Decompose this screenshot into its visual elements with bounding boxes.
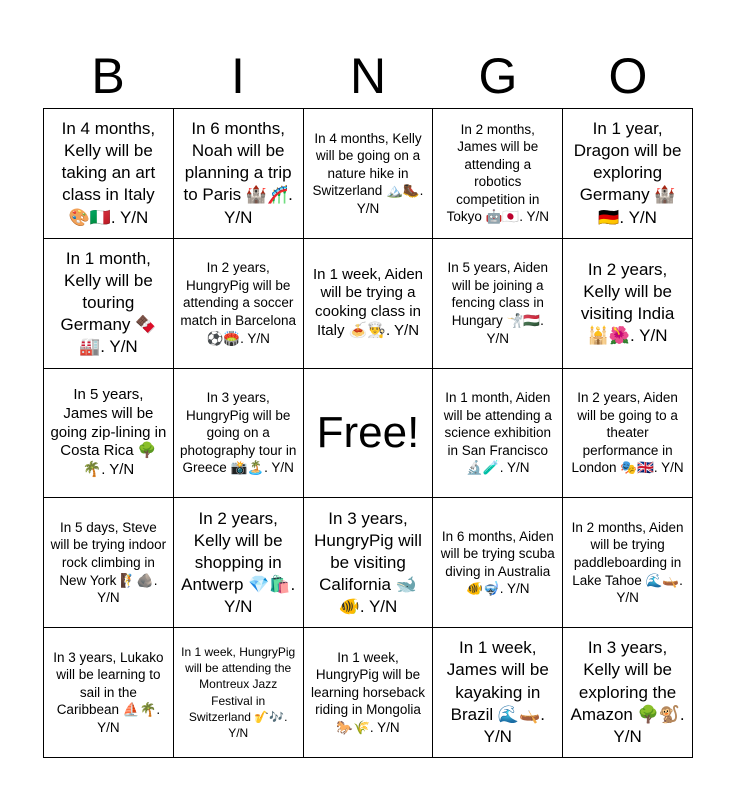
bingo-cell[interactable]: [174, 239, 304, 369]
bingo-cell-text: In 4 months, Kelly will be taking an art class in Italy 🎨🇮🇹. Y/N: [61, 119, 156, 227]
bingo-cell-text: In 2 months, Aiden will be trying paddleboarding in Lake Tahoe 🌊🛶. Y/N: [571, 519, 684, 606]
bingo-cell-text: In 1 month, Kelly will be touring Germany 🍫🏭. Y/N: [60, 248, 157, 357]
bingo-cell-text: In 2 years, Kelly will be shopping in Antwerp 💎🛍️. Y/N: [181, 508, 296, 616]
header-letter-o: O: [608, 48, 648, 104]
bingo-cell-text: In 6 months, Noah will be planning a trip to Paris 🏰🎢. Y/N: [183, 119, 293, 227]
free-space-label: Free!: [316, 407, 420, 457]
bingo-cell[interactable]: [174, 109, 304, 239]
free-space-cell[interactable]: [304, 369, 434, 499]
bingo-cell[interactable]: [174, 628, 304, 758]
bingo-cell-text: In 1 week, Aiden will be trying a cooking class in Italy 🍝👨‍🍳. Y/N: [312, 265, 424, 339]
bingo-cell[interactable]: [563, 369, 693, 499]
bingo-cell-text: In 5 days, Steve will be trying indoor rock climbing in New York 🧗🪨. Y/N: [50, 519, 167, 606]
bingo-cell[interactable]: [304, 498, 434, 628]
bingo-cell[interactable]: [304, 628, 434, 758]
bingo-cell-text: In 3 years, Lukako will be learning to sail in the Caribbean ⛵🌴. Y/N: [53, 649, 164, 735]
bingo-cell-text: In 6 months, Aiden will be trying scuba diving in Australia 🐠🤿. Y/N: [440, 528, 555, 597]
bingo-cell[interactable]: [433, 239, 563, 369]
bingo-cell[interactable]: [433, 369, 563, 499]
bingo-cell[interactable]: [44, 628, 174, 758]
bingo-grid: [43, 108, 693, 758]
bingo-cell-text: In 5 years, James will be going zip-lining in Costa Rica 🌳🌴. Y/N: [50, 386, 167, 479]
bingo-cell[interactable]: [174, 369, 304, 499]
bingo-cell-text: In 2 years, HungryPig will be attending a soccer match in Barcelona ⚽🏟️. Y/N: [180, 260, 296, 346]
bingo-cell[interactable]: [563, 498, 693, 628]
bingo-cell[interactable]: [563, 628, 693, 758]
bingo-cell-text: In 1 week, HungryPig will be attending the Montreux Jazz Festival in Switzerland 🎷🎶. Y/N: [181, 645, 296, 740]
bingo-cell[interactable]: [563, 239, 693, 369]
bingo-cell[interactable]: [304, 239, 434, 369]
header-letter-g: G: [478, 48, 518, 104]
bingo-cell-text: In 3 years, HungryPig will be going on a photography tour in Greece 📸🏝️. Y/N: [180, 390, 297, 476]
bingo-cell-text: In 1 week, James will be kayaking in Brazil 🌊🛶. Y/N: [446, 638, 549, 746]
header-letter-i: I: [231, 48, 245, 104]
bingo-cell[interactable]: [44, 498, 174, 628]
bingo-cell[interactable]: [304, 109, 434, 239]
bingo-cell-text: In 2 years, Kelly will be visiting India 🕌🌺. Y/N: [580, 260, 675, 346]
bingo-cell[interactable]: [44, 109, 174, 239]
bingo-cell-text: In 1 year, Dragon will be exploring Germany 🏰🇩🇪. Y/N: [573, 119, 682, 227]
bingo-cell-text: In 4 months, Kelly will be going on a nature hike in Switzerland 🏔️🥾. Y/N: [312, 130, 424, 216]
bingo-header: [43, 44, 693, 108]
bingo-cell[interactable]: [44, 239, 174, 369]
bingo-cell[interactable]: [433, 628, 563, 758]
bingo-cell[interactable]: [433, 498, 563, 628]
bingo-cell[interactable]: [563, 109, 693, 239]
bingo-cell[interactable]: [433, 109, 563, 239]
bingo-cell-text: In 3 years, HungryPig will be visiting California 🐋🐠. Y/N: [314, 508, 422, 616]
header-letter-n: N: [349, 48, 387, 104]
bingo-cell[interactable]: [174, 498, 304, 628]
bingo-cell-text: In 1 month, Aiden will be attending a science exhibition in San Francisco 🔬🧪. Y/N: [443, 390, 552, 476]
bingo-cell-text: In 5 years, Aiden will be joining a fencing class in Hungary 🤺🇭🇺. Y/N: [447, 260, 549, 346]
bingo-cell-text: In 3 years, Kelly will be exploring the Amazon 🌳🐒. Y/N: [570, 638, 685, 746]
bingo-cell[interactable]: [44, 369, 174, 499]
bingo-cell-text: In 2 months, James will be attending a robotics competition in Tokyo 🤖🇯🇵. Y/N: [446, 121, 549, 225]
bingo-cell-text: In 2 years, Aiden will be going to a theater performance in London 🎭🇬🇧. Y/N: [571, 390, 684, 476]
header-letter-b: B: [91, 48, 125, 104]
bingo-cell-text: In 1 week, HungryPig will be learning horseback riding in Mongolia 🐎🌾. Y/N: [310, 649, 426, 735]
